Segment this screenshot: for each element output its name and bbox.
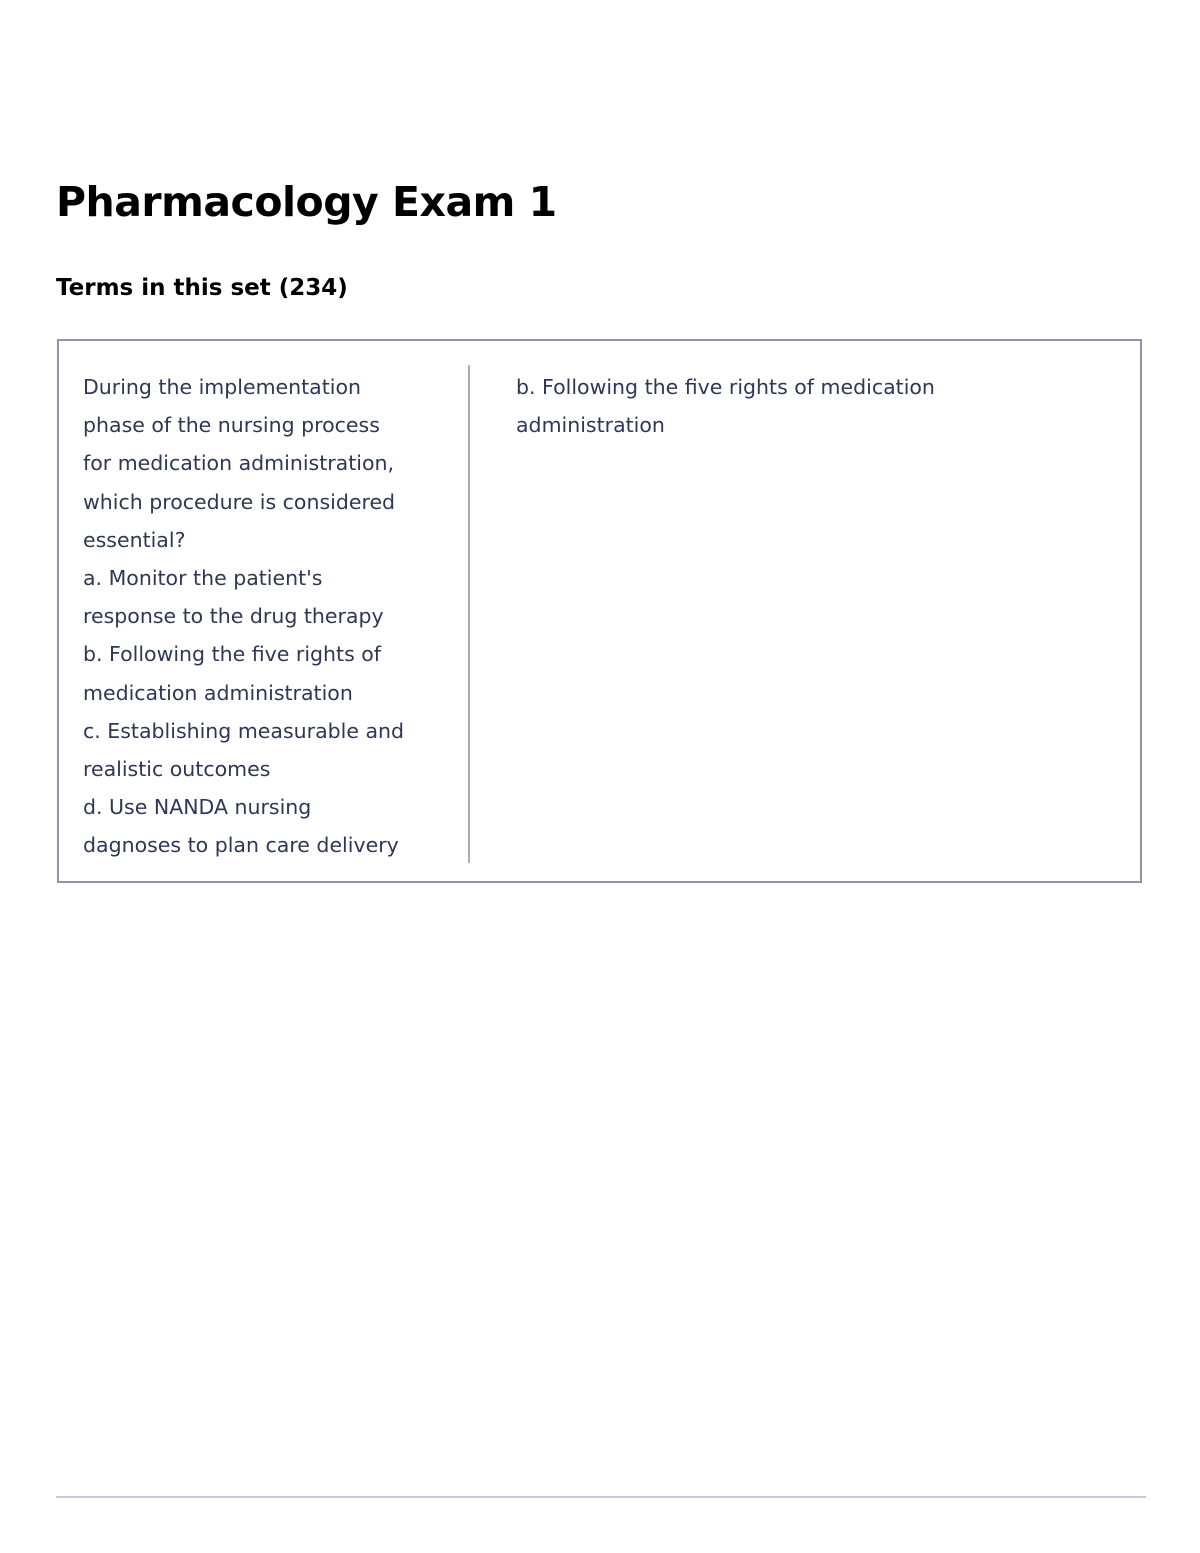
definition-line: b. Following the five rights of medication — [516, 375, 935, 399]
term-line: medication administration — [83, 680, 353, 705]
flashcard-term — [83, 368, 433, 865]
term-line: essential? — [83, 527, 186, 552]
terms-count-heading: Terms in this set (234) — [56, 275, 348, 301]
term-line: During the implementation — [83, 375, 362, 399]
term-line: phase of the nursing process — [83, 413, 380, 438]
term-line: for medication administration, — [83, 451, 395, 476]
page-title: Pharmacology Exam 1 — [56, 178, 557, 226]
term-option-b: b. Following the five rights of — [83, 642, 382, 667]
term-line: which procedure is considered — [83, 489, 396, 514]
term-line: realistic outcomes — [83, 757, 271, 782]
flashcard-definition — [516, 368, 1076, 444]
term-line: dagnoses to plan care delivery — [83, 833, 399, 858]
term-option-d: d. Use NANDA nursing — [83, 795, 312, 820]
card-divider — [468, 365, 470, 863]
footer-divider — [56, 1496, 1146, 1498]
definition-line: administration — [516, 413, 665, 438]
term-option-c: c. Establishing measurable and — [83, 718, 405, 743]
term-option-a: a. Monitor the patient's — [83, 566, 323, 591]
term-line: response to the drug therapy — [83, 604, 384, 629]
flashcard — [57, 339, 1142, 883]
